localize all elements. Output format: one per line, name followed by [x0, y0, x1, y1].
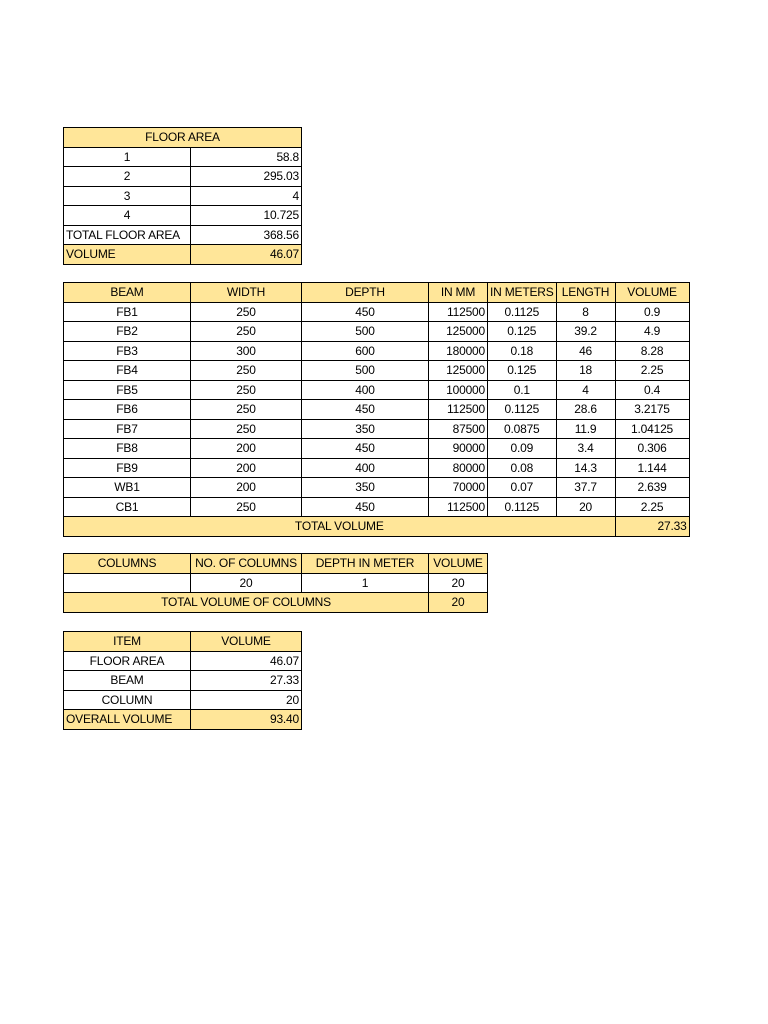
beam-header-cell: WIDTH — [191, 283, 302, 303]
columns-header-cell: COLUMNS — [64, 554, 191, 574]
beam-cell: 450 — [302, 439, 429, 459]
beam-cell: 500 — [302, 361, 429, 381]
columns-header-row — [64, 554, 488, 574]
summary-table — [63, 631, 302, 730]
beam-cell: 8.28 — [615, 341, 689, 361]
beam-cell: 20 — [556, 497, 615, 517]
floor-area-header-row — [64, 128, 302, 148]
beam-cell: 8 — [556, 302, 615, 322]
beam-cell: 0.1125 — [488, 497, 557, 517]
beam-cell: FB5 — [64, 380, 191, 400]
table-row — [64, 206, 302, 226]
beam-cell: 0.125 — [488, 361, 557, 381]
beam-cell: 250 — [191, 322, 302, 342]
beam-cell: 250 — [191, 361, 302, 381]
overall-volume-value: 93.40 — [191, 710, 302, 730]
floor-label: 1 — [64, 147, 191, 167]
beam-cell: 28.6 — [556, 400, 615, 420]
table-row — [64, 439, 690, 459]
beam-header-row — [64, 283, 690, 303]
beam-cell: 80000 — [429, 458, 488, 478]
beam-cell: 450 — [302, 497, 429, 517]
summary-item: COLUMN — [64, 690, 191, 710]
beam-cell: 0.9 — [615, 302, 689, 322]
beam-cell: 180000 — [429, 341, 488, 361]
beam-cell: 300 — [191, 341, 302, 361]
summary-volume: 27.33 — [191, 671, 302, 691]
table-row — [64, 400, 690, 420]
columns-header-cell: VOLUME — [429, 554, 488, 574]
total-floor-area-value: 368.56 — [191, 225, 302, 245]
beam-cell: 250 — [191, 380, 302, 400]
summary-volume: 46.07 — [191, 651, 302, 671]
beam-cell: FB7 — [64, 419, 191, 439]
beam-table — [63, 282, 690, 537]
beam-cell: FB2 — [64, 322, 191, 342]
floor-value: 295.03 — [191, 167, 302, 187]
beam-cell: 0.07 — [488, 478, 557, 498]
beam-cell: 112500 — [429, 497, 488, 517]
table-row — [64, 322, 690, 342]
beam-cell: 200 — [191, 439, 302, 459]
beam-cell: 87500 — [429, 419, 488, 439]
table-row — [64, 690, 302, 710]
beam-cell: 125000 — [429, 322, 488, 342]
floor-label: 2 — [64, 167, 191, 187]
beam-cell: 14.3 — [556, 458, 615, 478]
beam-cell: 250 — [191, 400, 302, 420]
beam-cell: 1.144 — [615, 458, 689, 478]
beam-header-cell: LENGTH — [556, 283, 615, 303]
beam-cell: 450 — [302, 302, 429, 322]
beam-cell: CB1 — [64, 497, 191, 517]
beam-cell: 0.1 — [488, 380, 557, 400]
beam-cell: 400 — [302, 380, 429, 400]
beam-cell: 0.4 — [615, 380, 689, 400]
beam-total-row — [64, 517, 690, 537]
beam-cell: 450 — [302, 400, 429, 420]
table-row — [64, 361, 690, 381]
beam-cell: FB8 — [64, 439, 191, 459]
columns-cell: 20 — [191, 573, 302, 593]
beam-cell: 350 — [302, 419, 429, 439]
floor-label: 4 — [64, 206, 191, 226]
summary-item: BEAM — [64, 671, 191, 691]
beam-cell: 0.125 — [488, 322, 557, 342]
beam-cell: FB3 — [64, 341, 191, 361]
beam-cell: 250 — [191, 302, 302, 322]
beam-cell: 46 — [556, 341, 615, 361]
beam-cell: FB6 — [64, 400, 191, 420]
table-row — [64, 302, 690, 322]
columns-header-cell: NO. OF COLUMNS — [191, 554, 302, 574]
floor-volume-row — [64, 245, 302, 265]
beam-cell: 350 — [302, 478, 429, 498]
columns-total-row — [64, 593, 488, 613]
floor-volume-value: 46.07 — [191, 245, 302, 265]
beam-cell: 90000 — [429, 439, 488, 459]
table-row — [64, 458, 690, 478]
overall-volume-label: OVERALL VOLUME — [64, 710, 191, 730]
table-row — [64, 497, 690, 517]
beam-cell: 0.1125 — [488, 302, 557, 322]
columns-table — [63, 553, 488, 613]
beam-cell: 18 — [556, 361, 615, 381]
beam-header-cell: BEAM — [64, 283, 191, 303]
beam-cell: 4 — [556, 380, 615, 400]
table-row — [64, 186, 302, 206]
beam-cell: 0.0875 — [488, 419, 557, 439]
beam-cell: 3.2175 — [615, 400, 689, 420]
summary-volume: 20 — [191, 690, 302, 710]
summary-header-row — [64, 632, 302, 652]
summary-header-cell: VOLUME — [191, 632, 302, 652]
beam-header-cell: IN METERS — [488, 283, 557, 303]
total-floor-area-row — [64, 225, 302, 245]
table-row — [64, 380, 690, 400]
table-row — [64, 478, 690, 498]
beam-cell: 100000 — [429, 380, 488, 400]
floor-area-header: FLOOR AREA — [64, 128, 302, 148]
table-row — [64, 341, 690, 361]
overall-volume-row — [64, 710, 302, 730]
beam-cell: 1.04125 — [615, 419, 689, 439]
floor-value: 4 — [191, 186, 302, 206]
beam-cell: 2.25 — [615, 497, 689, 517]
beam-cell: 0.1125 — [488, 400, 557, 420]
beam-cell: 70000 — [429, 478, 488, 498]
table-row — [64, 671, 302, 691]
floor-value: 10.725 — [191, 206, 302, 226]
beam-cell: 250 — [191, 419, 302, 439]
floor-volume-label: VOLUME — [64, 245, 191, 265]
beam-cell: FB1 — [64, 302, 191, 322]
beam-cell: 37.7 — [556, 478, 615, 498]
beam-cell: 200 — [191, 458, 302, 478]
beam-total-label: TOTAL VOLUME — [64, 517, 616, 537]
beam-header-cell: DEPTH — [302, 283, 429, 303]
beam-header-cell: VOLUME — [615, 283, 689, 303]
summary-item: FLOOR AREA — [64, 651, 191, 671]
table-row — [64, 419, 690, 439]
beam-cell: 112500 — [429, 302, 488, 322]
beam-cell: 0.08 — [488, 458, 557, 478]
summary-header-cell: ITEM — [64, 632, 191, 652]
beam-cell: 200 — [191, 478, 302, 498]
beam-cell: 600 — [302, 341, 429, 361]
beam-total-value: 27.33 — [615, 517, 689, 537]
beam-cell: 2.639 — [615, 478, 689, 498]
beam-cell: 4.9 — [615, 322, 689, 342]
floor-value: 58.8 — [191, 147, 302, 167]
columns-cell: 20 — [429, 573, 488, 593]
floor-label: 3 — [64, 186, 191, 206]
columns-cell: 1 — [302, 573, 429, 593]
table-row — [64, 573, 488, 593]
table-row — [64, 147, 302, 167]
columns-cell — [64, 573, 191, 593]
columns-header-cell: DEPTH IN METER — [302, 554, 429, 574]
beam-cell: 3.4 — [556, 439, 615, 459]
beam-cell: 39.2 — [556, 322, 615, 342]
beam-cell: FB9 — [64, 458, 191, 478]
table-row — [64, 167, 302, 187]
beam-cell: 112500 — [429, 400, 488, 420]
beam-cell: 2.25 — [615, 361, 689, 381]
columns-total-label: TOTAL VOLUME OF COLUMNS — [64, 593, 429, 613]
beam-cell: 125000 — [429, 361, 488, 381]
beam-cell: 0.306 — [615, 439, 689, 459]
beam-cell: 500 — [302, 322, 429, 342]
total-floor-area-label: TOTAL FLOOR AREA — [64, 225, 191, 245]
beam-header-cell: IN MM — [429, 283, 488, 303]
table-row — [64, 651, 302, 671]
beam-cell: 0.18 — [488, 341, 557, 361]
beam-cell: 11.9 — [556, 419, 615, 439]
beam-cell: 250 — [191, 497, 302, 517]
floor-area-table — [63, 127, 302, 265]
beam-cell: 400 — [302, 458, 429, 478]
beam-cell: WB1 — [64, 478, 191, 498]
beam-cell: 0.09 — [488, 439, 557, 459]
beam-cell: FB4 — [64, 361, 191, 381]
columns-total-value: 20 — [429, 593, 488, 613]
